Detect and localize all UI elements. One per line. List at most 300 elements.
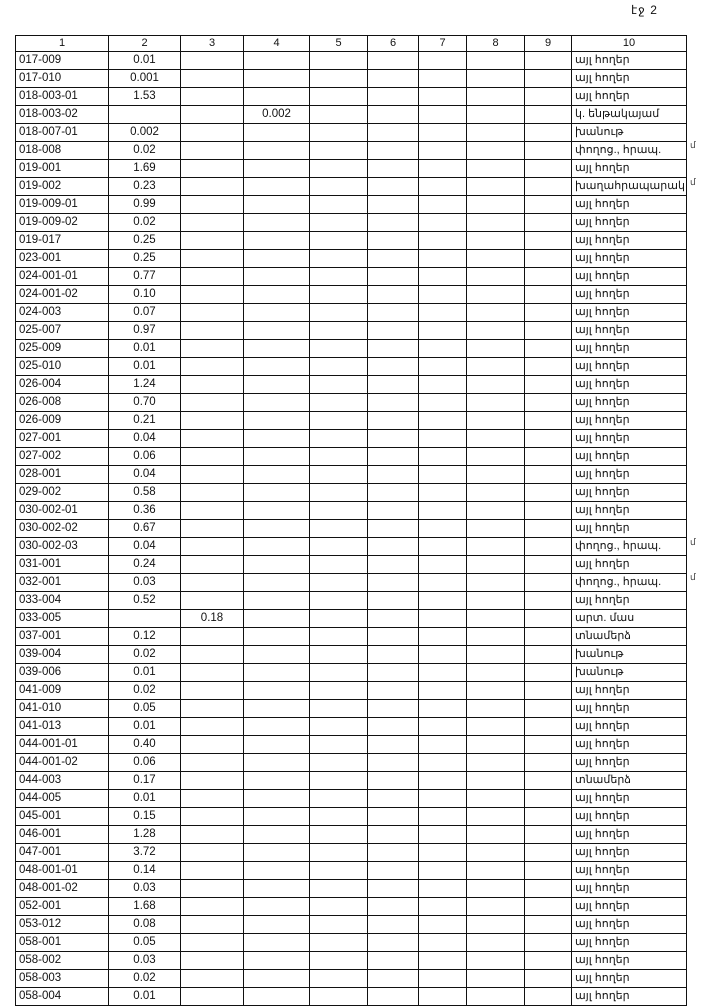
table-cell-col-10: այլ հողեր bbox=[572, 340, 687, 358]
table-cell-col-1: 037-001 bbox=[16, 628, 109, 646]
table-cell-col-5 bbox=[310, 520, 368, 538]
table-cell-col-8 bbox=[467, 880, 525, 898]
table-cell-col-8 bbox=[467, 970, 525, 988]
table-cell-col-1: 048-001-02 bbox=[16, 880, 109, 898]
table-row bbox=[16, 538, 687, 556]
table-cell-col-7 bbox=[419, 610, 467, 628]
table-cell-col-5 bbox=[310, 808, 368, 826]
table-cell-col-1: 058-001 bbox=[16, 934, 109, 952]
table-cell-col-6 bbox=[368, 304, 419, 322]
table-cell-col-1: 030-002-03 bbox=[16, 538, 109, 556]
table-cell-col-1: 018-007-01 bbox=[16, 124, 109, 142]
table-cell-col-10: այլ հողեր bbox=[572, 484, 687, 502]
table-cell-col-2: 0.97 bbox=[109, 322, 181, 340]
table-cell-col-6 bbox=[368, 664, 419, 682]
table-cell-col-7 bbox=[419, 970, 467, 988]
table-cell-col-8 bbox=[467, 340, 525, 358]
table-cell-col-9 bbox=[525, 826, 572, 844]
table-cell-col-4 bbox=[244, 232, 310, 250]
table-cell-col-10: այլ հողեր bbox=[572, 988, 687, 1006]
table-cell-col-5 bbox=[310, 304, 368, 322]
table-cell-col-3: 0.18 bbox=[181, 610, 244, 628]
table-cell-col-8 bbox=[467, 250, 525, 268]
table-cell-col-3 bbox=[181, 862, 244, 880]
table-cell-col-4 bbox=[244, 124, 310, 142]
table-cell-col-8 bbox=[467, 556, 525, 574]
table-cell-col-7 bbox=[419, 466, 467, 484]
table-cell-col-7 bbox=[419, 682, 467, 700]
table-row bbox=[16, 232, 687, 250]
table-cell-col-7 bbox=[419, 322, 467, 340]
table-cell-col-4 bbox=[244, 862, 310, 880]
table-cell-col-7 bbox=[419, 502, 467, 520]
table-cell-col-1: 052-001 bbox=[16, 898, 109, 916]
table-cell-col-7 bbox=[419, 538, 467, 556]
table-cell-col-2: 0.06 bbox=[109, 754, 181, 772]
table-cell-col-5 bbox=[310, 250, 368, 268]
table-row bbox=[16, 124, 687, 142]
table-cell-col-6 bbox=[368, 502, 419, 520]
table-cell-col-3 bbox=[181, 160, 244, 178]
table-cell-col-4 bbox=[244, 952, 310, 970]
table-cell-col-9 bbox=[525, 304, 572, 322]
table-cell-col-7 bbox=[419, 664, 467, 682]
table-cell-col-4 bbox=[244, 358, 310, 376]
table-cell-col-6 bbox=[368, 430, 419, 448]
table-cell-col-4 bbox=[244, 574, 310, 592]
table-cell-col-1: 030-002-01 bbox=[16, 502, 109, 520]
table-cell-col-2: 0.36 bbox=[109, 502, 181, 520]
table-cell-col-2: 0.17 bbox=[109, 772, 181, 790]
table-cell-col-4 bbox=[244, 682, 310, 700]
table-cell-col-3 bbox=[181, 304, 244, 322]
table-cell-col-10: այլ հողեր bbox=[572, 700, 687, 718]
table-cell-col-10: այլ հողեր bbox=[572, 286, 687, 304]
table-cell-col-2: 0.23 bbox=[109, 178, 181, 196]
table-cell-col-10: այլ հողեր bbox=[572, 358, 687, 376]
table-cell-col-8 bbox=[467, 736, 525, 754]
table-cell-col-5 bbox=[310, 664, 368, 682]
table-cell-col-5 bbox=[310, 70, 368, 88]
table-cell-col-10: փողոց., հրապ. bbox=[572, 142, 687, 160]
table-cell-col-4 bbox=[244, 196, 310, 214]
table-cell-col-6 bbox=[368, 592, 419, 610]
table-cell-col-9 bbox=[525, 556, 572, 574]
table-cell-col-3 bbox=[181, 592, 244, 610]
table-cell-col-3 bbox=[181, 286, 244, 304]
table-row bbox=[16, 880, 687, 898]
column-header-2: 2 bbox=[109, 36, 181, 52]
table-cell-col-10: այլ հողեր bbox=[572, 52, 687, 70]
table-cell-col-4 bbox=[244, 916, 310, 934]
table-cell-col-10: այլ հողեր bbox=[572, 754, 687, 772]
table-cell-col-10: այլ հողեր bbox=[572, 376, 687, 394]
table-cell-col-7 bbox=[419, 70, 467, 88]
table-cell-col-3 bbox=[181, 124, 244, 142]
table-cell-col-7 bbox=[419, 430, 467, 448]
table-cell-col-3 bbox=[181, 412, 244, 430]
table-cell-col-1: 044-001-01 bbox=[16, 736, 109, 754]
table-cell-col-8 bbox=[467, 502, 525, 520]
table-cell-col-2: 0.01 bbox=[109, 52, 181, 70]
table-cell-col-7 bbox=[419, 952, 467, 970]
table-cell-col-6 bbox=[368, 106, 419, 124]
table-cell-col-6 bbox=[368, 628, 419, 646]
table-cell-col-6 bbox=[368, 862, 419, 880]
table-row bbox=[16, 106, 687, 124]
table-cell-col-3 bbox=[181, 736, 244, 754]
table-cell-col-10: այլ հողեր bbox=[572, 916, 687, 934]
table-cell-col-6 bbox=[368, 610, 419, 628]
table-cell-col-1: 048-001-01 bbox=[16, 862, 109, 880]
table-cell-col-3 bbox=[181, 88, 244, 106]
table-cell-col-7 bbox=[419, 232, 467, 250]
table-cell-col-6 bbox=[368, 934, 419, 952]
table-cell-col-6 bbox=[368, 394, 419, 412]
table-cell-col-9 bbox=[525, 448, 572, 466]
table-cell-col-8 bbox=[467, 988, 525, 1006]
column-header-5: 5 bbox=[310, 36, 368, 52]
table-cell-col-4 bbox=[244, 826, 310, 844]
table-cell-col-7 bbox=[419, 718, 467, 736]
table-cell-col-6 bbox=[368, 286, 419, 304]
table-cell-col-1: 041-009 bbox=[16, 682, 109, 700]
table-row bbox=[16, 466, 687, 484]
table-cell-col-4 bbox=[244, 898, 310, 916]
table-row bbox=[16, 772, 687, 790]
table-cell-col-7 bbox=[419, 340, 467, 358]
table-cell-col-5 bbox=[310, 160, 368, 178]
table-cell-col-2: 0.04 bbox=[109, 466, 181, 484]
table-row bbox=[16, 376, 687, 394]
table-cell-col-5 bbox=[310, 916, 368, 934]
table-cell-col-7 bbox=[419, 916, 467, 934]
table-row bbox=[16, 322, 687, 340]
table-cell-col-6 bbox=[368, 574, 419, 592]
table-cell-col-7 bbox=[419, 520, 467, 538]
table-cell-col-6 bbox=[368, 970, 419, 988]
table-cell-col-6 bbox=[368, 124, 419, 142]
table-cell-col-9 bbox=[525, 268, 572, 286]
table-cell-col-2: 0.002 bbox=[109, 124, 181, 142]
table-cell-col-8 bbox=[467, 88, 525, 106]
table-cell-col-8 bbox=[467, 70, 525, 88]
table-cell-col-1: 024-001-02 bbox=[16, 286, 109, 304]
table-cell-col-10: փողոց., հրապ. bbox=[572, 538, 687, 556]
table-cell-col-8 bbox=[467, 538, 525, 556]
table-row bbox=[16, 844, 687, 862]
table-cell-col-10: այլ հողեր bbox=[572, 160, 687, 178]
table-cell-col-2: 0.40 bbox=[109, 736, 181, 754]
table-cell-col-1: 027-002 bbox=[16, 448, 109, 466]
table-cell-col-1: 017-010 bbox=[16, 70, 109, 88]
table-cell-col-7 bbox=[419, 880, 467, 898]
table-cell-col-7 bbox=[419, 52, 467, 70]
table-cell-col-3 bbox=[181, 898, 244, 916]
table-cell-col-9 bbox=[525, 952, 572, 970]
table-cell-col-10: այլ հողեր bbox=[572, 322, 687, 340]
table-cell-col-9 bbox=[525, 70, 572, 88]
table-cell-col-5 bbox=[310, 844, 368, 862]
table-cell-col-5 bbox=[310, 376, 368, 394]
table-cell-col-3 bbox=[181, 250, 244, 268]
table-cell-col-1: 017-009 bbox=[16, 52, 109, 70]
table-cell-col-2: 1.24 bbox=[109, 376, 181, 394]
table-cell-col-8 bbox=[467, 754, 525, 772]
table-cell-col-9 bbox=[525, 106, 572, 124]
table-cell-col-3 bbox=[181, 358, 244, 376]
table-cell-col-2: 0.04 bbox=[109, 430, 181, 448]
table-cell-col-9 bbox=[525, 286, 572, 304]
table-cell-col-8 bbox=[467, 520, 525, 538]
table-cell-col-6 bbox=[368, 844, 419, 862]
table-cell-col-1: 019-009-01 bbox=[16, 196, 109, 214]
table-cell-col-9 bbox=[525, 988, 572, 1006]
table-cell-col-4 bbox=[244, 664, 310, 682]
table-cell-col-10: այլ հողեր bbox=[572, 232, 687, 250]
column-header-10: 10 bbox=[572, 36, 687, 52]
table-cell-col-2: 0.67 bbox=[109, 520, 181, 538]
table-cell-col-7 bbox=[419, 142, 467, 160]
table-cell-col-10: այլ հողեր bbox=[572, 430, 687, 448]
table-cell-col-6 bbox=[368, 178, 419, 196]
table-cell-col-4 bbox=[244, 52, 310, 70]
table-cell-col-4 bbox=[244, 772, 310, 790]
table-cell-col-2: 1.53 bbox=[109, 88, 181, 106]
table-cell-col-8 bbox=[467, 646, 525, 664]
table-cell-col-3 bbox=[181, 196, 244, 214]
table-cell-col-8 bbox=[467, 106, 525, 124]
table-cell-col-2: 0.77 bbox=[109, 268, 181, 286]
table-cell-col-10: այլ հողեր bbox=[572, 592, 687, 610]
table-cell-col-10: այլ հողեր bbox=[572, 88, 687, 106]
table-cell-col-10: այլ հողեր bbox=[572, 970, 687, 988]
table-cell-col-9 bbox=[525, 790, 572, 808]
table-cell-col-4 bbox=[244, 790, 310, 808]
table-row bbox=[16, 178, 687, 196]
table-row bbox=[16, 286, 687, 304]
table-cell-col-5 bbox=[310, 106, 368, 124]
table-row bbox=[16, 610, 687, 628]
table-cell-col-1: 025-010 bbox=[16, 358, 109, 376]
table-cell-col-8 bbox=[467, 412, 525, 430]
table-cell-col-7 bbox=[419, 844, 467, 862]
table-cell-col-2: 0.07 bbox=[109, 304, 181, 322]
table-cell-col-10: այլ հողեր bbox=[572, 808, 687, 826]
table-cell-col-1: 041-013 bbox=[16, 718, 109, 736]
table-cell-col-4 bbox=[244, 970, 310, 988]
table-cell-col-1: 046-001 bbox=[16, 826, 109, 844]
table-cell-col-2: 0.01 bbox=[109, 718, 181, 736]
table-row bbox=[16, 448, 687, 466]
table-row bbox=[16, 988, 687, 1006]
table-cell-col-2: 0.70 bbox=[109, 394, 181, 412]
table-cell-col-9 bbox=[525, 772, 572, 790]
table-cell-col-9 bbox=[525, 574, 572, 592]
table-row bbox=[16, 646, 687, 664]
table-cell-col-2: 0.05 bbox=[109, 934, 181, 952]
table-cell-col-5 bbox=[310, 574, 368, 592]
table-cell-col-9 bbox=[525, 358, 572, 376]
table-cell-col-7 bbox=[419, 898, 467, 916]
table-cell-col-4 bbox=[244, 178, 310, 196]
table-cell-col-5 bbox=[310, 88, 368, 106]
table-cell-col-9 bbox=[525, 142, 572, 160]
table-cell-col-8 bbox=[467, 178, 525, 196]
table-cell-col-7 bbox=[419, 754, 467, 772]
table-cell-col-5 bbox=[310, 268, 368, 286]
table-cell-col-8 bbox=[467, 682, 525, 700]
table-cell-col-7 bbox=[419, 646, 467, 664]
column-header-9: 9 bbox=[525, 36, 572, 52]
table-cell-col-2: 0.03 bbox=[109, 952, 181, 970]
table-cell-col-5 bbox=[310, 502, 368, 520]
table-cell-col-1: 024-001-01 bbox=[16, 268, 109, 286]
table-cell-col-9 bbox=[525, 430, 572, 448]
table-cell-col-2: 0.15 bbox=[109, 808, 181, 826]
table-cell-col-6 bbox=[368, 538, 419, 556]
table-cell-col-3 bbox=[181, 340, 244, 358]
table-cell-col-5 bbox=[310, 430, 368, 448]
table-cell-col-7 bbox=[419, 214, 467, 232]
table-cell-col-2: 0.02 bbox=[109, 142, 181, 160]
table-cell-col-1: 018-003-02 bbox=[16, 106, 109, 124]
table-cell-col-1: 027-001 bbox=[16, 430, 109, 448]
table-cell-col-1: 026-009 bbox=[16, 412, 109, 430]
table-cell-col-8 bbox=[467, 628, 525, 646]
table-cell-col-8 bbox=[467, 484, 525, 502]
table-cell-col-8 bbox=[467, 610, 525, 628]
table-cell-col-6 bbox=[368, 160, 419, 178]
table-cell-col-5 bbox=[310, 772, 368, 790]
table-cell-col-2: 0.02 bbox=[109, 970, 181, 988]
table-row bbox=[16, 574, 687, 592]
table-cell-col-7 bbox=[419, 88, 467, 106]
table-cell-col-10: այլ հողեր bbox=[572, 682, 687, 700]
table-cell-col-3 bbox=[181, 448, 244, 466]
table-cell-col-10: այլ հողեր bbox=[572, 448, 687, 466]
table-cell-col-10: արտ. մաս bbox=[572, 610, 687, 628]
table-cell-col-5 bbox=[310, 628, 368, 646]
table-cell-col-4 bbox=[244, 484, 310, 502]
margin-mark: մ bbox=[690, 537, 696, 547]
table-cell-col-4 bbox=[244, 160, 310, 178]
table-row bbox=[16, 430, 687, 448]
table-cell-col-10: այլ հողեր bbox=[572, 844, 687, 862]
table-cell-col-8 bbox=[467, 772, 525, 790]
table-cell-col-6 bbox=[368, 682, 419, 700]
table-cell-col-5 bbox=[310, 214, 368, 232]
table-cell-col-8 bbox=[467, 700, 525, 718]
table-cell-col-7 bbox=[419, 286, 467, 304]
table-cell-col-10: այլ հողեր bbox=[572, 862, 687, 880]
table-row bbox=[16, 952, 687, 970]
table-cell-col-10: այլ հողեր bbox=[572, 736, 687, 754]
table-cell-col-5 bbox=[310, 736, 368, 754]
table-cell-col-4 bbox=[244, 304, 310, 322]
table-cell-col-1: 058-002 bbox=[16, 952, 109, 970]
table-cell-col-10: այլ հողեր bbox=[572, 304, 687, 322]
table-cell-col-8 bbox=[467, 718, 525, 736]
table-cell-col-9 bbox=[525, 898, 572, 916]
table-cell-col-9 bbox=[525, 844, 572, 862]
table-row bbox=[16, 808, 687, 826]
margin-mark: մ bbox=[690, 177, 696, 187]
table-cell-col-7 bbox=[419, 736, 467, 754]
table-cell-col-3 bbox=[181, 520, 244, 538]
page-number-label: էջ 2 bbox=[631, 3, 658, 17]
table-cell-col-2: 0.01 bbox=[109, 340, 181, 358]
table-cell-col-8 bbox=[467, 898, 525, 916]
table-row bbox=[16, 250, 687, 268]
table-cell-col-8 bbox=[467, 304, 525, 322]
table-cell-col-8 bbox=[467, 430, 525, 448]
table-cell-col-10: խանութ bbox=[572, 646, 687, 664]
table-cell-col-5 bbox=[310, 466, 368, 484]
table-cell-col-4 bbox=[244, 646, 310, 664]
table-cell-col-9 bbox=[525, 754, 572, 772]
table-cell-col-7 bbox=[419, 790, 467, 808]
table-cell-col-5 bbox=[310, 754, 368, 772]
table-cell-col-5 bbox=[310, 898, 368, 916]
table-cell-col-8 bbox=[467, 196, 525, 214]
table-cell-col-3 bbox=[181, 538, 244, 556]
table-cell-col-10: խանութ bbox=[572, 664, 687, 682]
table-cell-col-6 bbox=[368, 718, 419, 736]
table-cell-col-1: 044-001-02 bbox=[16, 754, 109, 772]
table-cell-col-8 bbox=[467, 862, 525, 880]
table-cell-col-3 bbox=[181, 880, 244, 898]
table-cell-col-7 bbox=[419, 574, 467, 592]
table-cell-col-3 bbox=[181, 970, 244, 988]
table-cell-col-7 bbox=[419, 106, 467, 124]
table-cell-col-4 bbox=[244, 376, 310, 394]
table-cell-col-7 bbox=[419, 376, 467, 394]
table-cell-col-9 bbox=[525, 502, 572, 520]
table-cell-col-3 bbox=[181, 52, 244, 70]
table-row bbox=[16, 268, 687, 286]
table-cell-col-10: խաղահրապարակ bbox=[572, 178, 687, 196]
table-cell-col-4 bbox=[244, 610, 310, 628]
table-cell-col-1: 030-002-02 bbox=[16, 520, 109, 538]
margin-mark: մ bbox=[690, 140, 696, 150]
table-cell-col-6 bbox=[368, 142, 419, 160]
table-cell-col-5 bbox=[310, 142, 368, 160]
table-cell-col-5 bbox=[310, 196, 368, 214]
table-row bbox=[16, 502, 687, 520]
table-cell-col-4 bbox=[244, 142, 310, 160]
table-cell-col-3 bbox=[181, 664, 244, 682]
table-cell-col-8 bbox=[467, 448, 525, 466]
table-cell-col-6 bbox=[368, 484, 419, 502]
table-cell-col-3 bbox=[181, 394, 244, 412]
table-cell-col-2: 0.58 bbox=[109, 484, 181, 502]
table-cell-col-6 bbox=[368, 736, 419, 754]
table-cell-col-5 bbox=[310, 556, 368, 574]
table-cell-col-10: այլ հողեր bbox=[572, 826, 687, 844]
table-cell-col-1: 026-008 bbox=[16, 394, 109, 412]
table-cell-col-6 bbox=[368, 556, 419, 574]
table-row bbox=[16, 718, 687, 736]
table-cell-col-2: 0.25 bbox=[109, 232, 181, 250]
table-cell-col-1: 026-004 bbox=[16, 376, 109, 394]
table-cell-col-4 bbox=[244, 538, 310, 556]
table-cell-col-3 bbox=[181, 322, 244, 340]
table-cell-col-6 bbox=[368, 70, 419, 88]
table-cell-col-1: 028-001 bbox=[16, 466, 109, 484]
table-cell-col-6 bbox=[368, 250, 419, 268]
table-cell-col-2: 3.72 bbox=[109, 844, 181, 862]
